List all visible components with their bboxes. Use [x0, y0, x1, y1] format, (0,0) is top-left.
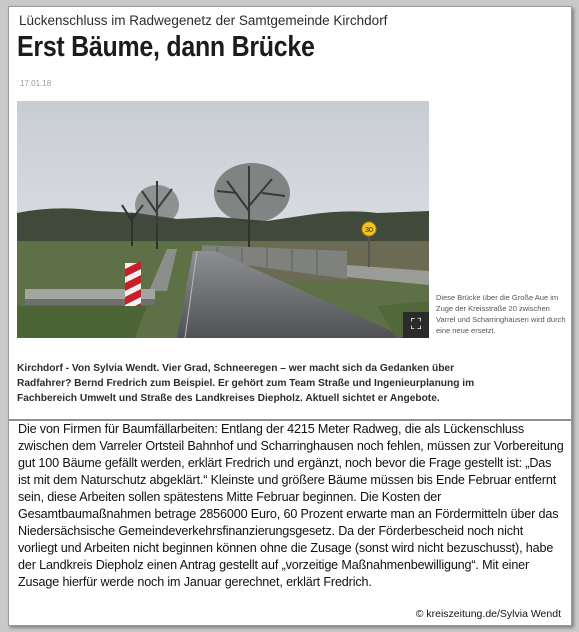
photo-credit: © kreiszeitung.de/Sylvia Wendt — [415, 608, 561, 620]
photo-caption: Diese Brücke über die Große Aue im Zuge der Kreisstraße 20 zwischen Varrel und Scharringhausen wird durch eine neue ersetzt. — [436, 293, 566, 335]
expand-icon[interactable]: ⛶ — [403, 312, 429, 338]
article-date: 17.01.18 — [20, 79, 52, 88]
article-headline: Erst Bäume, dann Brücke — [17, 31, 315, 63]
article-lead: Kirchdorf - Von Sylvia Wendt. Vier Grad, Schneeregen – wer macht sich da Gedanken über Radfahrer? Bernd Fredrich zum Beispiel. Er gehört zum Team Straße und Ingenieurplanung im Fachbereich Umwelt und Straße des Landkreises Diepholz. Aktuell sichtet er Angebote. — [17, 363, 475, 404]
article-card — [8, 6, 572, 626]
bridge-photo-illustration — [17, 101, 429, 338]
article-body: Die von Firmen für Baumfällarbeiten: Entlang der 4215 Meter Radweg, die als Lückenschluss zwischen dem Varreler Ortsteil Bahnhof und Scharringhausen noch fehlen, müssen zur Vorbereitung gut 100 Bäume gefällt werden, erklärt Fredrich und ergänzt, noch bevor die Frage gestellt ist: „Das ist mit dem Naturschutz abgeklärt.“ Kleinste und größere Bäume müssen bis Ende Februar entfernt sein, diese Arbeiten sollen spätestens Mitte Februar beginnen. Die Kosten der Gesamtbaumaßnahmen betrage 2856000 Euro, 60 Prozent erwarte man an Fördermitteln über das Niedersächsische Gemeindeverkehrsfinanzierungsgesetz. Da der Förderbescheid noch nicht vorliegt und Arbeiten nicht beginnen können ohne die Zusage (sonst wird nicht bezuschusst), habe der Landkreis Diepholz einen Antrag gestellt auf „vorzeitige Maßnahmenbewilligung“. Mit einer Zusage hierfür werde noch im Januar gerechnet, erklärt Fredrich. — [18, 422, 564, 589]
article-photo[interactable] — [17, 101, 429, 338]
article-kicker: Lückenschluss im Radwegenetz der Samtgemeinde Kirchdorf — [19, 13, 388, 28]
speed-sign-text: 30 — [365, 227, 373, 234]
